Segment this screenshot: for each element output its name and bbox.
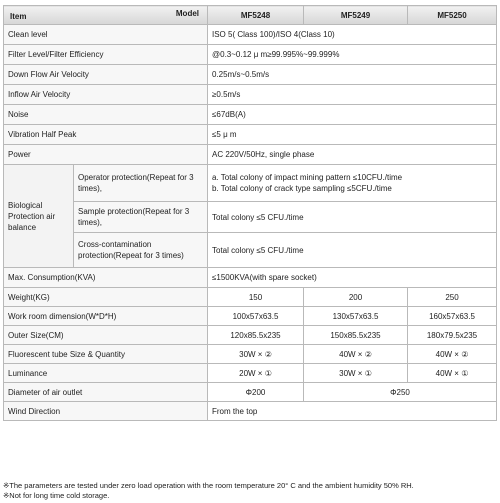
table-row <box>4 307 497 326</box>
table-row <box>4 65 497 85</box>
filter-value: @0.3~0.12 μ m≥99.995%~99.999% <box>208 45 497 65</box>
consumption-label: Max. Consumption(KVA) <box>4 268 208 288</box>
weight-label: Weight(KG) <box>4 288 208 307</box>
spec-table <box>3 5 497 421</box>
work-room-mf5250: 160x57x63.5 <box>408 307 497 326</box>
vibration-label: Vibration Half Peak <box>4 125 208 145</box>
wind-direction-value: From the top <box>208 402 497 421</box>
outer-size-mf5249: 150x85.5x235 <box>304 326 408 345</box>
header-row <box>4 6 497 25</box>
weight-mf5250: 250 <box>408 288 497 307</box>
table-row <box>4 364 497 383</box>
inflow-label: Inflow Air Velocity <box>4 85 208 105</box>
table-row <box>4 45 497 65</box>
fluorescent-mf5250: 40W × ② <box>408 345 497 364</box>
model-mf5249-header: MF5249 <box>304 6 408 25</box>
outer-size-mf5248: 120x85.5x235 <box>208 326 304 345</box>
noise-label: Noise <box>4 105 208 125</box>
consumption-value: ≤1500KVA(with spare socket) <box>208 268 497 288</box>
header-item-label: Item <box>10 12 27 21</box>
down-flow-value: 0.25m/s~0.5m/s <box>208 65 497 85</box>
table-row <box>4 326 497 345</box>
table-row <box>4 233 497 268</box>
table-row <box>4 105 497 125</box>
cross-contamination-value: Total colony ≤5 CFU./time <box>208 233 497 268</box>
work-room-mf5248: 100x57x63.5 <box>208 307 304 326</box>
wind-direction-label: Wind Direction <box>4 402 208 421</box>
inflow-value: ≥0.5m/s <box>208 85 497 105</box>
fluorescent-mf5248: 30W × ② <box>208 345 304 364</box>
clean-level-value: ISO 5( Class 100)/ISO 4(Class 10) <box>208 25 497 45</box>
work-room-label: Work room dimension(W*D*H) <box>4 307 208 326</box>
table-row <box>4 288 497 307</box>
luminance-label: Luminance <box>4 364 208 383</box>
bio-protection-group-label: Biological Protection air balance <box>4 165 74 268</box>
luminance-mf5249: 30W × ① <box>304 364 408 383</box>
diameter-mf5249-mf5250: Φ250 <box>304 383 497 402</box>
power-value: AC 220V/50Hz, single phase <box>208 145 497 165</box>
luminance-mf5250: 40W × ① <box>408 364 497 383</box>
table-row <box>4 145 497 165</box>
table-row <box>4 345 497 364</box>
header-model-label: Model <box>175 9 199 18</box>
operator-protection-value <box>208 165 497 202</box>
sample-protection-label: Sample protection(Repeat for 3 times), <box>74 202 208 233</box>
down-flow-label: Down Flow Air Velocity <box>4 65 208 85</box>
outer-size-label: Outer Size(CM) <box>4 326 208 345</box>
sample-protection-value: Total colony ≤5 CFU./time <box>208 202 497 233</box>
weight-mf5249: 200 <box>304 288 408 307</box>
fluorescent-label: Fluorescent tube Size & Quantity <box>4 345 208 364</box>
power-label: Power <box>4 145 208 165</box>
clean-level-label: Clean level <box>4 25 208 45</box>
filter-label: Filter Level/Filter Efficiency <box>4 45 208 65</box>
table-row <box>4 402 497 421</box>
diameter-label: Diameter of air outlet <box>4 383 208 402</box>
diameter-mf5248: Φ200 <box>208 383 304 402</box>
model-mf5248-header: MF5248 <box>208 6 304 25</box>
noise-value: ≤67dB(A) <box>208 105 497 125</box>
table-row <box>4 85 497 105</box>
table-row <box>4 125 497 145</box>
operator-protection-label: Operator protection(Repeat for 3 times), <box>74 165 208 202</box>
table-row <box>4 202 497 233</box>
header-item-model-cell <box>4 6 208 25</box>
table-row <box>4 165 497 202</box>
fluorescent-mf5249: 40W × ② <box>304 345 408 364</box>
table-row <box>4 268 497 288</box>
outer-size-mf5250: 180x79.5x235 <box>408 326 497 345</box>
table-row <box>4 383 497 402</box>
footnotes <box>3 481 414 500</box>
footnote-storage: ※Not for long time cold storage. <box>3 490 110 500</box>
work-room-mf5249: 130x57x63.5 <box>304 307 408 326</box>
weight-mf5248: 150 <box>208 288 304 307</box>
model-mf5250-header: MF5250 <box>408 6 497 25</box>
operator-protection-value-a: a. Total colony of impact mining pattern ≤10CFU./time <box>212 173 403 182</box>
table-row <box>4 25 497 45</box>
luminance-mf5248: 20W × ① <box>208 364 304 383</box>
cross-contamination-label: Cross-contamination protection(Repeat for 3 times) <box>74 233 208 268</box>
footnote-test-conditions: ※The parameters are tested under zero load operation with the room temperature 20° C and the ambient humidity 50% RH. <box>3 481 414 490</box>
operator-protection-value-b: b. Total colony of crack type sampling ≤5CFU./time <box>212 184 392 193</box>
vibration-value: ≤5 μ m <box>208 125 497 145</box>
